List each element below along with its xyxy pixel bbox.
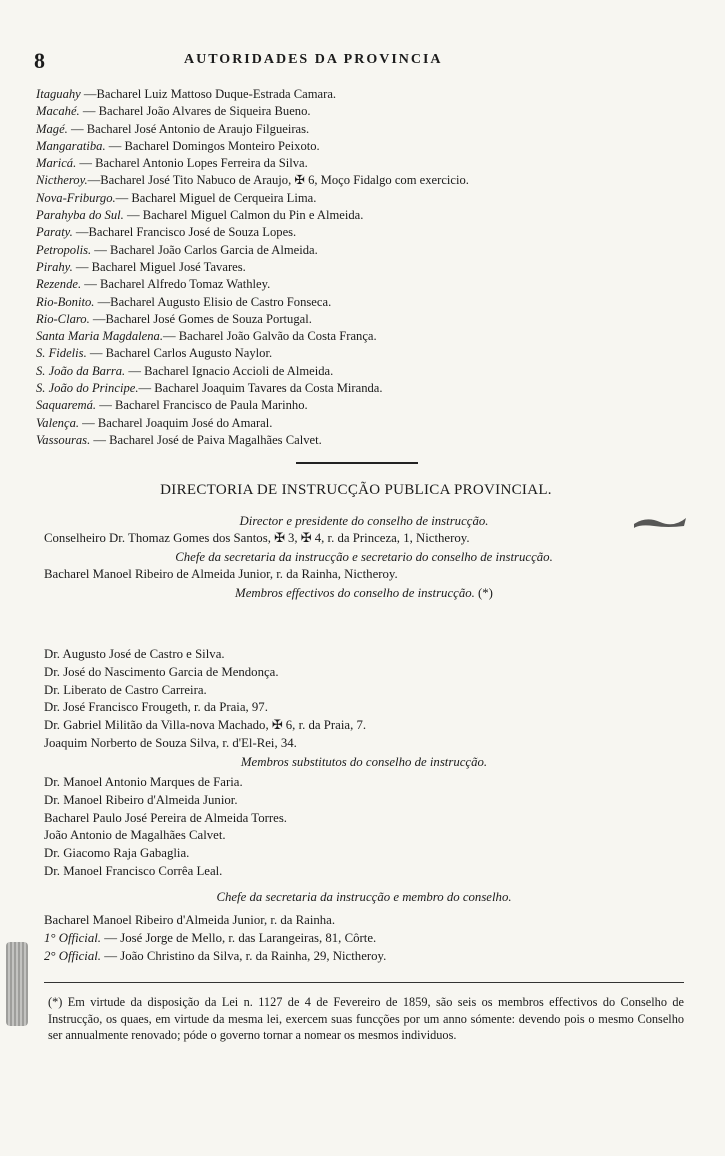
authority-text: — Bacharel Ignacio Accioli de Almeida. — [125, 363, 334, 378]
authority-text: —Bacharel José Gomes de Souza Portugal. — [89, 311, 312, 326]
official-2-entry — [44, 948, 684, 966]
place-name: Valença. — [36, 415, 80, 430]
official-1-label: 1° Official. — [44, 930, 102, 945]
authority-text: — Bacharel João Galvão da Costa França. — [162, 329, 377, 344]
list-item: Dr. Liberato de Castro Carreira. — [44, 682, 207, 697]
list-item: Dr. Gabriel Militão da Villa-nova Machado, ✠ 6, r. da Praia, 7. — [44, 718, 367, 733]
authority-text: — Bacharel Antonio Lopes Ferreira da Silva. — [76, 156, 308, 171]
official-1-entry — [44, 930, 684, 948]
list-item: João Antonio de Magalhães Calvet. — [44, 828, 226, 843]
list-item — [36, 172, 676, 189]
authority-text: — Bacharel Miguel de Cerqueira Lima. — [115, 190, 317, 205]
list-item — [36, 207, 676, 224]
authority-text: — Bacharel José de Paiva Magalhães Calvet. — [90, 432, 322, 447]
place-name: Saquaremá. — [36, 398, 97, 413]
authority-text: — Bacharel Francisco de Paula Marinho. — [96, 398, 308, 413]
section-title: DIRECTORIA DE INSTRUCÇÃO PUBLICA PROVINCIAL. — [160, 482, 552, 498]
substitute-heading: Membros substitutos do conselho de instrucção. — [240, 754, 488, 769]
running-title: AUTORIDADES DA PROVINCIA — [184, 52, 443, 67]
authority-text: — Bacharel Joaquim Tavares da Costa Miranda. — [138, 381, 383, 396]
authorities-list — [36, 86, 676, 449]
authority-text: —Bacharel Francisco José de Souza Lopes. — [72, 225, 297, 240]
authority-text: — Bacharel Miguel Calmon du Pin e Almeida. — [123, 208, 364, 223]
effective-heading-text: Membros effectivos do conselho de instrucção. — [235, 585, 475, 600]
authority-text: — Bacharel Carlos Augusto Naylor. — [86, 346, 273, 361]
list-item: Dr. Giacomo Raja Gabaglia. — [44, 846, 190, 861]
list-item: Dr. José do Nascimento Garcia de Mendonça. — [44, 664, 279, 679]
place-name: S. João do Principe. — [36, 381, 139, 396]
list-item: Dr. Manoel Francisco Corrêa Leal. — [44, 863, 223, 878]
list-item — [36, 397, 676, 414]
page-number: 8 — [34, 48, 45, 73]
place-name: Paraty. — [36, 225, 73, 240]
list-item: Bacharel Paulo José Pereira de Almeida Torres. — [44, 810, 287, 825]
list-item — [36, 190, 676, 207]
place-name: Nova-Friburgo. — [36, 190, 116, 205]
place-name: Parahyba do Sul. — [36, 208, 124, 223]
list-item — [36, 242, 676, 259]
list-item — [36, 380, 676, 397]
chief-heading: Chefe da secretaria da instrucção e membro do conselho. — [216, 890, 512, 904]
list-item: Dr. José Francisco Frougeth, r. da Praia, 97. — [44, 700, 268, 715]
authority-text: — Bacharel Domingos Monteiro Peixoto. — [105, 138, 320, 153]
place-name: Pirahy. — [36, 259, 73, 274]
secretary-heading: Chefe da secretaria da instrucção e secretario do conselho de instrucção. — [175, 549, 553, 564]
authority-text: —Bacharel Luiz Mattoso Duque-Estrada Camara. — [80, 87, 337, 101]
chief-entry: Bacharel Manoel Ribeiro d'Almeida Junior, r. da Rainha. — [44, 913, 336, 927]
list-item — [36, 224, 676, 241]
place-name: Mangaratiba. — [36, 138, 106, 153]
place-name: Vassouras. — [36, 432, 91, 447]
place-name: Macahé. — [36, 104, 80, 119]
list-item — [36, 138, 676, 155]
list-item — [36, 363, 676, 380]
footnote-mark: (*) — [474, 585, 493, 600]
section-divider — [296, 462, 418, 464]
director-entry: Conselheiro Dr. Thomaz Gomes dos Santos, ✠ 3, ✠ 4, r. da Princeza, 1, Nictheroy. — [44, 531, 470, 545]
official-2-text: — João Christino da Silva, r. da Rainha, 29, Nictheroy. — [101, 948, 387, 963]
place-name: Santa Maria Magdalena. — [36, 329, 163, 344]
substitute-members-list — [44, 774, 684, 881]
list-item — [36, 86, 676, 103]
authority-text: — Bacharel João Alvares de Siqueira Bueno. — [79, 104, 311, 119]
list-item — [36, 103, 676, 120]
authority-text: — Bacharel José Antonio de Araujo Filgueiras. — [67, 121, 310, 136]
footnote-divider — [44, 982, 684, 983]
authority-text: — Bacharel João Carlos Garcia de Almeida. — [91, 242, 318, 257]
place-name: Itaguahy — [36, 87, 81, 101]
authority-text: — Bacharel Joaquim José do Amaral. — [79, 415, 273, 430]
place-name: Nictheroy. — [36, 173, 88, 188]
list-item — [36, 294, 676, 311]
place-name: Magé. — [36, 121, 68, 136]
place-name: Rio-Claro. — [36, 311, 90, 326]
page-edge-smudge — [6, 942, 28, 1026]
place-name: S. João da Barra. — [36, 363, 126, 378]
list-item — [36, 311, 676, 328]
list-item: Dr. Manoel Ribeiro d'Almeida Junior. — [44, 792, 238, 807]
list-item: Joaquim Norberto de Souza Silva, r. d'El-Rei, 34. — [44, 735, 297, 750]
official-1-text: — José Jorge de Mello, r. das Larangeiras, 81, Côrte. — [101, 930, 377, 945]
place-name: Petropolis. — [36, 242, 92, 257]
list-item — [36, 155, 676, 172]
list-item — [36, 328, 676, 345]
place-name: S. Fidelis. — [36, 346, 87, 361]
place-name: Maricá. — [36, 156, 77, 171]
list-item — [36, 121, 676, 138]
list-item — [36, 276, 676, 293]
official-2-label: 2° Official. — [44, 948, 102, 963]
list-item: Dr. Manoel Antonio Marques de Faria. — [44, 775, 243, 789]
secretary-entry: Bacharel Manoel Ribeiro de Almeida Junior, r. da Rainha, Nictheroy. — [44, 566, 398, 581]
director-block — [44, 512, 684, 602]
list-item — [36, 432, 676, 449]
page-header — [34, 48, 674, 73]
ink-blot-icon — [632, 514, 688, 530]
place-name: Rezende. — [36, 277, 82, 292]
effective-heading — [44, 584, 684, 602]
place-name: Rio-Bonito. — [36, 294, 95, 309]
authority-text: —Bacharel José Tito Nabuco de Araujo, ✠ 6, Moço Fidalgo com exercicio. — [87, 173, 469, 188]
director-heading: Director e presidente do conselho de instrucção. — [239, 514, 489, 528]
chief-block — [44, 888, 684, 965]
footnote: (*) Em virtude da disposição da Lei n. 1127 de 4 de Fevereiro de 1859, são seis os membros effectivos do Conselho de Instrucção, os quaes, em virtude da mesma lei, exercem suas funcções por um anno sómente: devendo pois o mesmo Conselho ser annualmente renovado; póde o governo tornar a nomear os mesmos individuos. — [48, 995, 684, 1043]
authority-text: — Bacharel Alfredo Tomaz Wathley. — [81, 277, 271, 292]
list-item — [36, 259, 676, 276]
authority-text: —Bacharel Augusto Elisio de Castro Fonseca. — [94, 294, 332, 309]
list-item — [36, 345, 676, 362]
authority-text: — Bacharel Miguel José Tavares. — [72, 259, 246, 274]
list-item: Dr. Augusto José de Castro e Silva. — [44, 647, 225, 661]
effective-members-list — [44, 646, 684, 771]
list-item — [36, 415, 676, 432]
